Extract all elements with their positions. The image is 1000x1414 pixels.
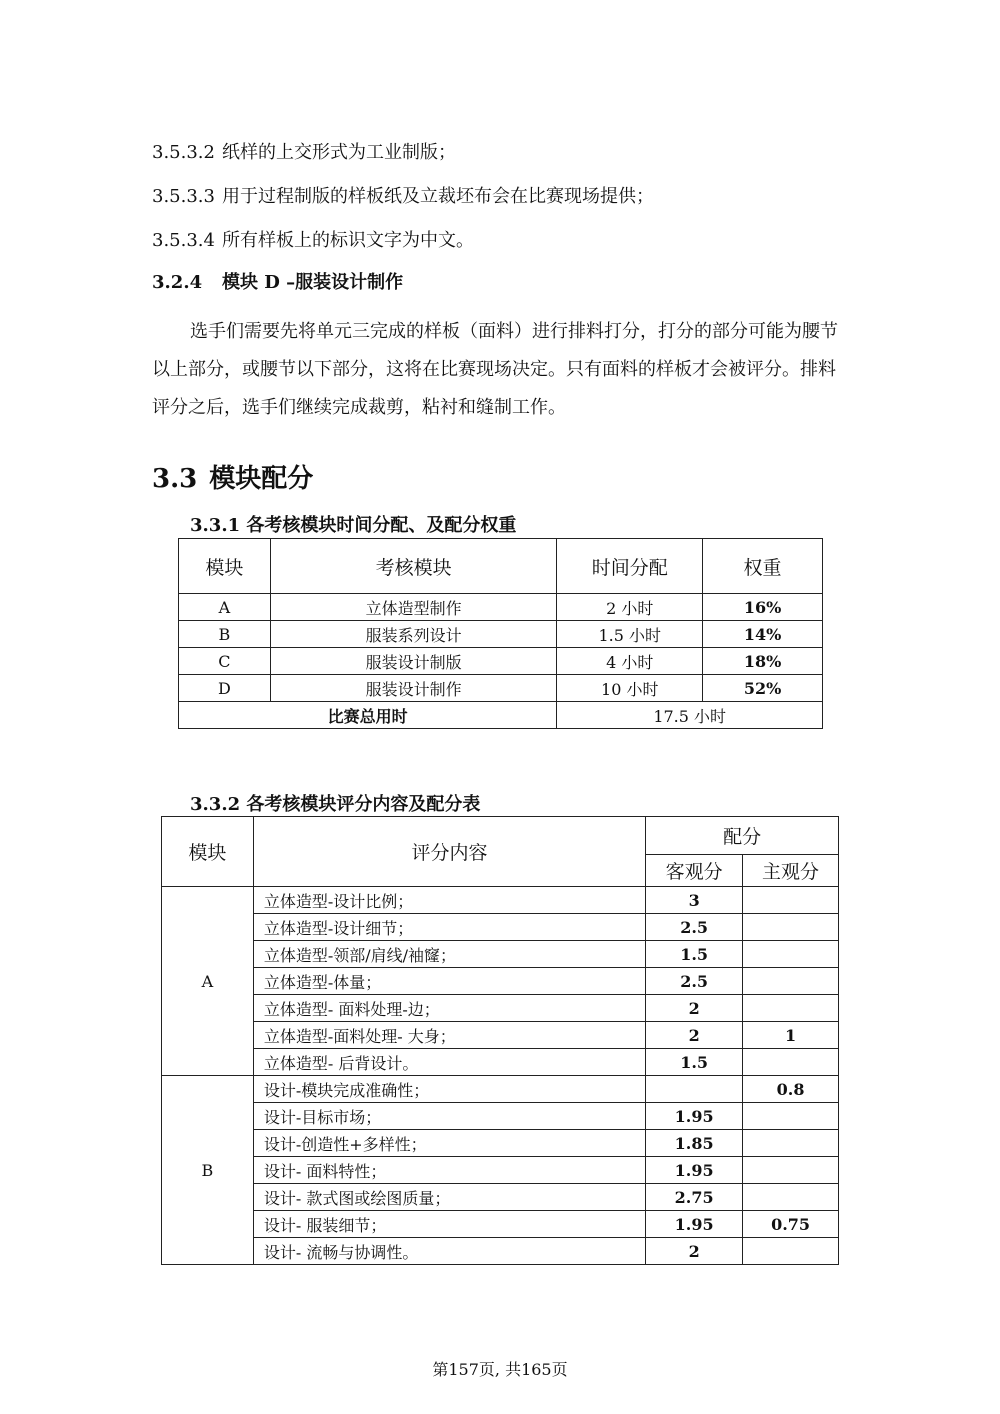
cell-objective (646, 1076, 743, 1103)
header-module: 模块 (162, 817, 254, 887)
cell-objective: 2 (646, 1238, 743, 1265)
cell-objective: 2 (646, 995, 743, 1022)
total-value: 17.5 小时 (557, 702, 823, 729)
table-row (162, 1022, 839, 1049)
cell-content: 设计- 流畅与协调性。 (253, 1238, 645, 1265)
cell-content: 设计- 服装细节； (253, 1211, 645, 1238)
cell-module-b: B (162, 1076, 254, 1265)
cell-content: 设计- 款式图或绘图质量； (253, 1184, 645, 1211)
cell-content: 立体造型-体量； (253, 968, 645, 995)
cell-time: 1.5 小时 (557, 621, 703, 648)
table-row (162, 995, 839, 1022)
table2-caption: 3.3.2 各考核模块评分内容及配分表 (190, 794, 481, 815)
cell-exam-module: 服装设计制版 (270, 648, 557, 675)
header-subjective: 主观分 (743, 855, 839, 887)
total-label: 比赛总用时 (179, 702, 557, 729)
cell-exam-module: 立体造型制作 (270, 594, 557, 621)
cell-weight: 52% (703, 675, 823, 702)
table-row (162, 914, 839, 941)
cell-objective: 2.75 (646, 1184, 743, 1211)
cell-subjective (743, 1238, 839, 1265)
table-row (162, 941, 839, 968)
header-objective: 客观分 (646, 855, 743, 887)
cell-objective: 2.5 (646, 914, 743, 941)
cell-time: 10 小时 (557, 675, 703, 702)
cell-weight: 18% (703, 648, 823, 675)
cell-objective: 2 (646, 1022, 743, 1049)
cell-exam-module: 服装设计制作 (270, 675, 557, 702)
cell-content: 立体造型- 面料处理-边； (253, 995, 645, 1022)
table-row (162, 1238, 839, 1265)
page-footer: 第157页, 共165页 (432, 1360, 568, 1379)
cell-time: 2 小时 (557, 594, 703, 621)
cell-content: 立体造型-领部/肩线/袖窿； (253, 941, 645, 968)
scoring-table (161, 816, 839, 1265)
table-row (162, 968, 839, 995)
clause-3-5-3-3 (152, 182, 654, 208)
clause-text: 所有样板上的标识文字为中文。 (222, 230, 474, 251)
cell-subjective: 1 (743, 1022, 839, 1049)
table-total-row (179, 702, 823, 729)
cell-module: D (179, 675, 271, 702)
cell-content: 设计-模块完成准确性； (253, 1076, 645, 1103)
section-number: 3.3 (152, 464, 198, 494)
cell-subjective (743, 887, 839, 914)
cell-subjective (743, 941, 839, 968)
clause-3-5-3-2 (152, 138, 456, 164)
cell-objective: 1.95 (646, 1157, 743, 1184)
cell-objective: 3 (646, 887, 743, 914)
table-row (162, 1157, 839, 1184)
section-title: 模块配分 (209, 464, 314, 494)
table-row (162, 1076, 839, 1103)
table-row (179, 648, 823, 675)
cell-subjective (743, 968, 839, 995)
cell-subjective (743, 1157, 839, 1184)
table-header-row (162, 817, 839, 855)
header-content: 评分内容 (253, 817, 645, 887)
header-module: 模块 (179, 539, 271, 594)
table1-caption: 3.3.1 各考核模块时间分配、及配分权重 (190, 515, 517, 536)
section-heading-3-3 (152, 458, 313, 495)
cell-subjective (743, 995, 839, 1022)
header-time: 时间分配 (557, 539, 703, 594)
cell-content: 立体造型- 后背设计。 (253, 1049, 645, 1076)
cell-content: 立体造型-设计比例； (253, 887, 645, 914)
clause-text: 纸样的上交形式为工业制版； (222, 142, 456, 163)
cell-objective: 2.5 (646, 968, 743, 995)
cell-content: 立体造型-面料处理- 大身； (253, 1022, 645, 1049)
clause-number: 3.5.3.4 (152, 230, 215, 251)
cell-objective: 1.85 (646, 1130, 743, 1157)
table-row (162, 1049, 839, 1076)
time-weight-table (178, 538, 823, 729)
cell-subjective (743, 1130, 839, 1157)
header-weight: 权重 (703, 539, 823, 594)
clause-text: 用于过程制版的样板纸及立裁坯布会在比赛现场提供； (222, 186, 654, 207)
table-row (179, 621, 823, 648)
cell-time: 4 小时 (557, 648, 703, 675)
cell-objective: 1.5 (646, 941, 743, 968)
table-row (162, 1184, 839, 1211)
cell-subjective: 0.75 (743, 1211, 839, 1238)
cell-subjective (743, 1049, 839, 1076)
cell-weight: 14% (703, 621, 823, 648)
header-score: 配分 (646, 817, 839, 855)
cell-content: 设计- 面料特性； (253, 1157, 645, 1184)
cell-subjective (743, 1103, 839, 1130)
cell-module: B (179, 621, 271, 648)
clause-number: 3.5.3.2 (152, 142, 215, 163)
body-paragraph: 选手们需要先将单元三完成的样板（面料）进行排料打分，打分的部分可能为腰节以上部分，或腰节以下部分，这将在比赛现场决定。只有面料的样板才会被评分。排料评分之后，选手们继续完成裁剪，粘衬和缝制工作。 (152, 321, 838, 418)
cell-module-a: A (162, 887, 254, 1076)
header-exam-module: 考核模块 (270, 539, 557, 594)
section-number: 3.2.4 (152, 272, 203, 293)
cell-content: 立体造型-设计细节； (253, 914, 645, 941)
clause-number: 3.5.3.3 (152, 186, 215, 207)
table-header-row (179, 539, 823, 594)
cell-objective: 1.95 (646, 1211, 743, 1238)
cell-module: C (179, 648, 271, 675)
cell-content: 设计-创造性+多样性； (253, 1130, 645, 1157)
section-heading-3-2-4 (152, 268, 403, 294)
cell-subjective: 0.8 (743, 1076, 839, 1103)
cell-weight: 16% (703, 594, 823, 621)
cell-content: 设计-目标市场； (253, 1103, 645, 1130)
table-row (179, 675, 823, 702)
cell-exam-module: 服装系列设计 (270, 621, 557, 648)
cell-subjective (743, 1184, 839, 1211)
table-row (162, 1211, 839, 1238)
table-row (179, 594, 823, 621)
section-title: 模块 D –服装设计制作 (222, 272, 404, 293)
cell-subjective (743, 914, 839, 941)
cell-objective: 1.95 (646, 1103, 743, 1130)
cell-objective: 1.5 (646, 1049, 743, 1076)
table-row (162, 887, 839, 914)
cell-module: A (179, 594, 271, 621)
clause-3-5-3-4 (152, 226, 474, 252)
table-row (162, 1130, 839, 1157)
table-row (162, 1103, 839, 1130)
